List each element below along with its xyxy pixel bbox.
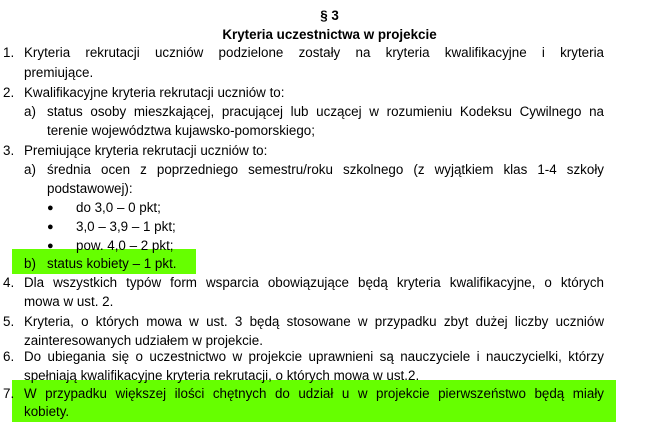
item-6-line-1: Do ubiegania się o uczestnictwo w projekcie uprawnieni są nauczyciele i nauczycielki, którzy xyxy=(24,349,604,364)
section-title: Kryteria uczestnictwa w projekcie xyxy=(222,27,437,42)
item-7-line-2: kobiety. xyxy=(24,404,70,419)
item-5-line-2: zainteresowanych udziałem w projekcie. xyxy=(24,333,263,348)
item-7-line-1: W przypadku większej ilości chętnych do udział u w projekcie pierwszeństwo będą miały xyxy=(24,386,604,401)
bullet-item: 3,0 – 3,9 – 1 pkt; xyxy=(76,219,176,234)
item-1-line-2: premiujące. xyxy=(24,65,94,80)
item-number: 5. xyxy=(3,314,15,329)
item-number: 4. xyxy=(3,275,15,290)
item-1-line-1: Kryteria rekrutacji uczniów podzielone zostały na kryteria kwalifikacyjne i kryteria xyxy=(24,45,604,60)
item-5-line-1: Kryteria, o których mowa w ust. 3 będą stosowane w przypadku zbyt dużej liczby uczniów xyxy=(24,314,604,329)
bullet-icon: ● xyxy=(47,240,54,252)
item-2-line-1: Kwalifikacyjne kryteria rekrutacji uczniów to: xyxy=(24,85,285,100)
section-number: § 3 xyxy=(320,8,339,23)
item-number: 3. xyxy=(3,143,15,158)
item-2-sub-a-line-1: status osoby mieszkającej, pracującej lub uczącej w rozumieniu Kodeksu Cywilnego na xyxy=(47,104,604,119)
bullet-icon: ● xyxy=(47,202,54,214)
item-4-line-2: mowa w ust. 2. xyxy=(24,294,114,309)
bullet-item: pow. 4,0 – 2 pkt; xyxy=(76,238,174,253)
item-3-line-1: Premiujące kryteria rekrutacji uczniów to: xyxy=(24,143,268,158)
item-number: 7. xyxy=(3,386,15,401)
item-3-sub-b-line-1: status kobiety – 1 pkt. xyxy=(47,256,177,271)
item-3-sub-a-line-1: średnia ocen z poprzedniego semestru/roku szkolnego (z wyjątkiem klas 1-4 szkoły xyxy=(47,162,604,177)
item-number: 6. xyxy=(3,349,15,364)
item-2-sub-a-line-2: terenie województwa kujawsko-pomorskiego; xyxy=(47,123,315,138)
bullet-item: do 3,0 – 0 pkt; xyxy=(76,200,161,215)
item-number: 1. xyxy=(3,45,15,60)
item-3-sub-b-label: b) xyxy=(24,256,36,271)
item-2-sub-a-label: a) xyxy=(24,104,36,119)
item-3-sub-a-label: a) xyxy=(24,162,36,177)
bullet-icon: ● xyxy=(47,221,54,233)
item-4-line-1: Dla wszystkich typów form wsparcia obowiązujące będą kryteria kwalifikacyjne, o których xyxy=(24,275,604,290)
item-number: 2. xyxy=(3,85,15,100)
item-3-sub-a-line-2: podstawowej): xyxy=(47,181,133,196)
item-6-line-2: spełniają kwalifikacyjne kryteria rekrutacji, o których mowa w ust.2. xyxy=(24,368,420,383)
